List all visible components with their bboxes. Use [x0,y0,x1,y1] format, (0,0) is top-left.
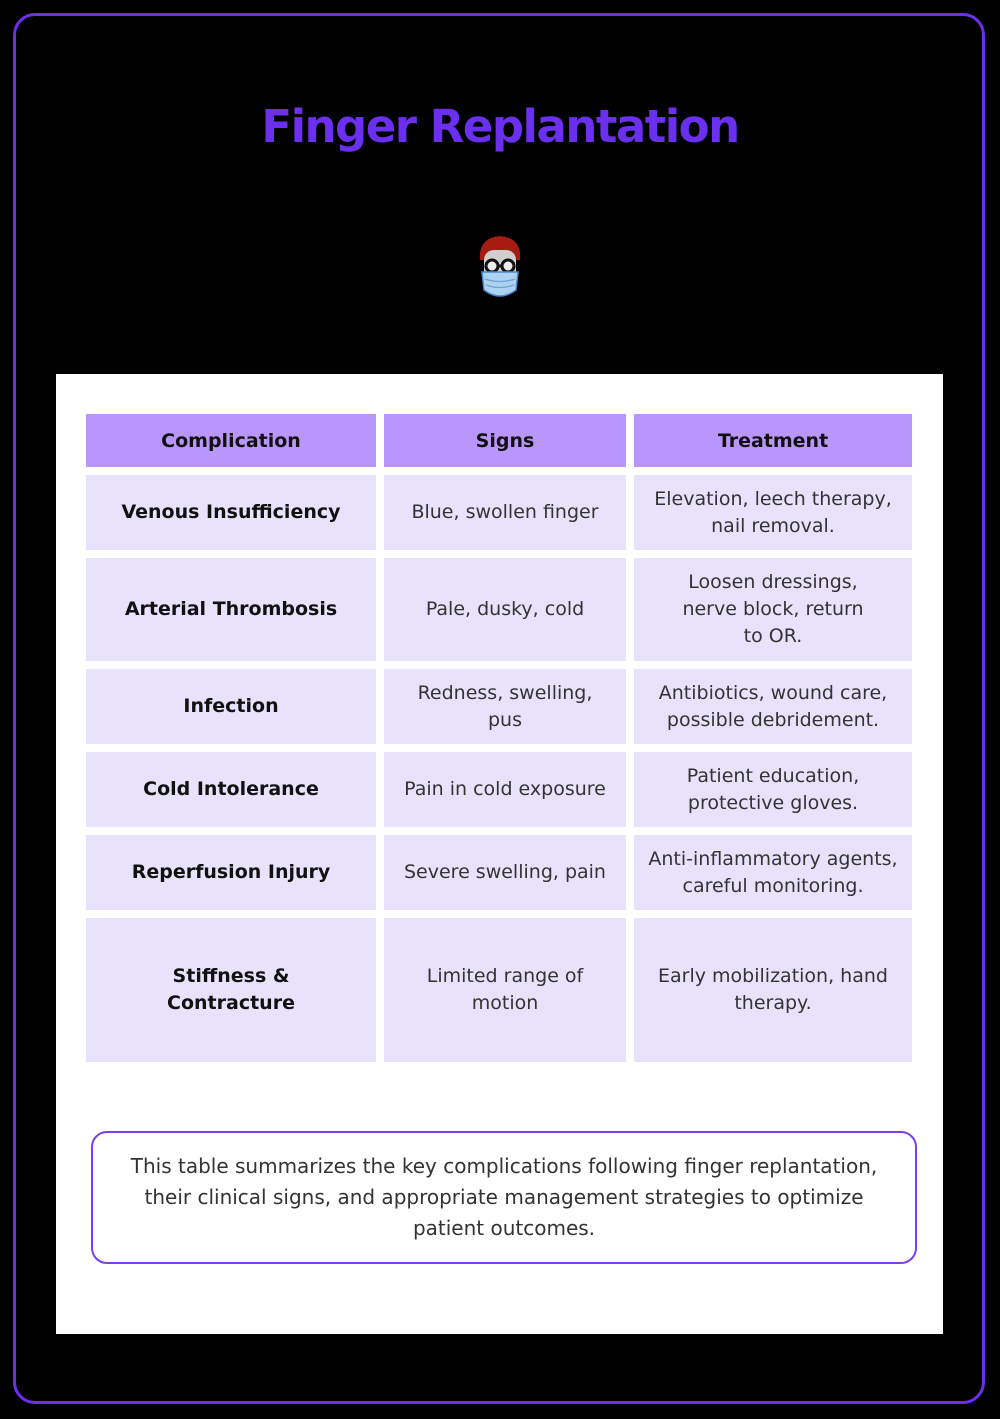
summary-box [91,1131,917,1264]
signs-cell: Blue, swollen finger [384,475,626,550]
complication-cell: Reperfusion Injury [86,835,376,910]
content-card [56,374,943,1334]
treatment-cell: Anti-inflammatory agents, careful monitoring. [634,835,912,910]
header-treatment: Treatment [634,414,912,467]
treatment-cell: Patient education, protective gloves. [634,752,912,827]
signs-cell: Limited range of motion [384,918,626,1062]
treatment-cell: Early mobilization, hand therapy. [634,918,912,1062]
complications-table [78,406,920,1070]
masked-doctor-avatar-icon [470,232,530,302]
complication-cell: Arterial Thrombosis [86,558,376,661]
page-title: Finger Replantation [261,100,739,153]
complication-cell: Stiffness & Contracture [86,918,376,1062]
complication-cell: Venous Insufficiency [86,475,376,550]
table-row [86,835,912,910]
complication-cell: Infection [86,669,376,744]
signs-cell: Pale, dusky, cold [384,558,626,661]
header-signs: Signs [384,414,626,467]
signs-cell: Pain in cold exposure [384,752,626,827]
table-row [86,918,912,1062]
treatment-cell: Loosen dressings, nerve block, return to OR. [634,558,912,661]
table-row [86,558,912,661]
treatment-cell: Elevation, leech therapy, nail removal. [634,475,912,550]
complication-cell: Cold Intolerance [86,752,376,827]
table-row [86,752,912,827]
signs-cell: Redness, swelling, pus [384,669,626,744]
summary-text: This table summarizes the key complications following finger replantation, their clinical signs, and appropriate management strategies to optimize patient outcomes. [130,1154,878,1240]
treatment-cell: Antibiotics, wound care, possible debridement. [634,669,912,744]
table-header-row [86,414,912,467]
table-row [86,475,912,550]
table-row [86,669,912,744]
header-complication: Complication [86,414,376,467]
signs-cell: Severe swelling, pain [384,835,626,910]
